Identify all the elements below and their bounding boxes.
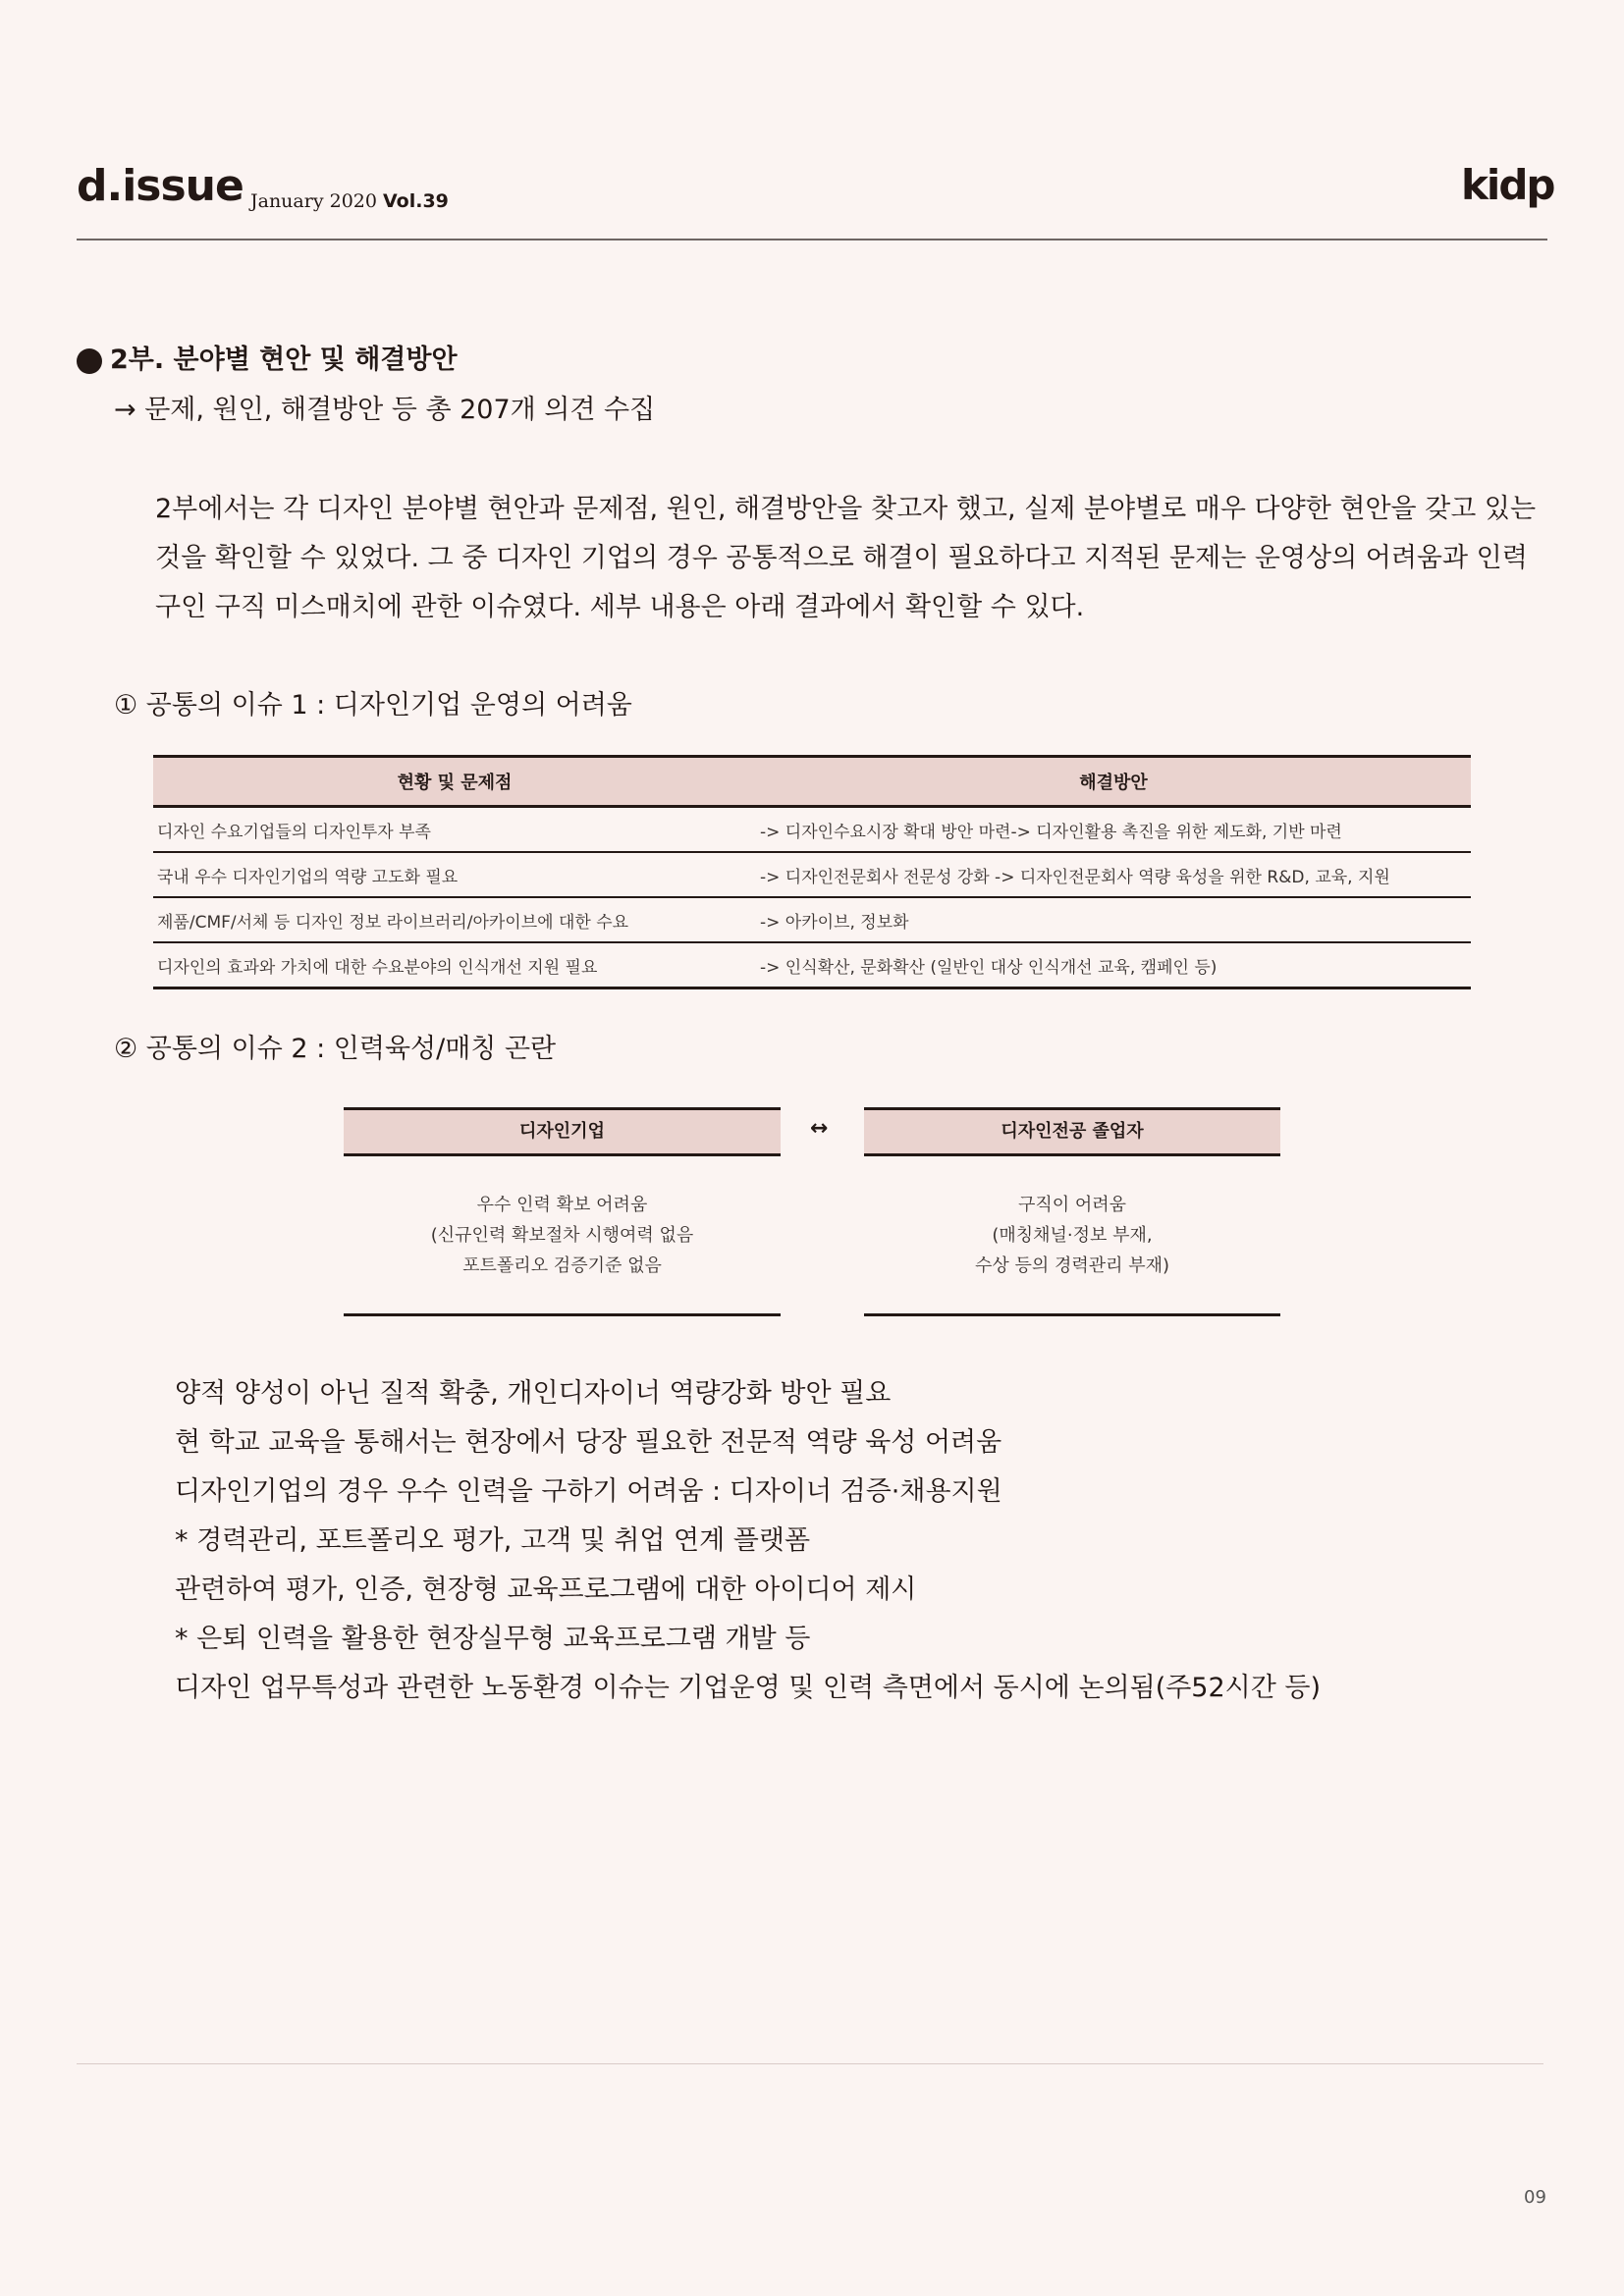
table-row — [153, 852, 1471, 897]
table-cell-problem: 제품/CMF/서체 등 디자인 정보 라이브러리/아카이브에 대한 수요 — [153, 897, 756, 942]
section-title: 2부. 분야별 현안 및 해결방안 — [110, 345, 458, 375]
table-row — [153, 807, 1471, 853]
table-cell-problem: 국내 우수 디자인기업의 역량 고도화 필요 — [153, 852, 756, 897]
table-header-solution: 해결방안 — [756, 757, 1471, 807]
table-cell-solution: -> 디자인전문회사 전문성 강화 -> 디자인전문회사 역량 육성을 위한 R&D, 교육, 지원 — [756, 852, 1471, 897]
diagram-line: 포트폴리오 검증기준 없음 — [462, 1255, 662, 1276]
diagram-graduate-rule — [864, 1313, 1280, 1316]
table-cell-problem: 디자인 수요기업들의 디자인투자 부족 — [153, 807, 756, 853]
issue-date — [250, 190, 449, 212]
issue1-heading: ① 공통의 이슈 1 : 디자인기업 운영의 어려움 — [114, 690, 632, 721]
header-divider — [77, 239, 1547, 240]
diagram-company-body — [344, 1190, 781, 1281]
page-number: 09 — [1524, 2187, 1546, 2208]
issue1-table — [153, 755, 1471, 989]
diagram-graduate-title: 디자인전공 졸업자 — [864, 1107, 1280, 1156]
table-cell-problem: 디자인의 효과와 가치에 대한 수요분야의 인식개선 지원 필요 — [153, 942, 756, 988]
table-row — [153, 897, 1471, 942]
brand-logo: d.issue — [77, 161, 244, 211]
point-item: 현 학교 교육을 통해서는 현장에서 당장 필요한 전문적 역량 육성 어려움 — [175, 1427, 1002, 1458]
point-item: * 은퇴 인력을 활용한 현장실무형 교육프로그램 개발 등 — [175, 1624, 811, 1654]
diagram-line: 우수 인력 확보 어려움 — [476, 1195, 648, 1215]
intro-paragraph: 2부에서는 각 디자인 분야별 현안과 문제점, 원인, 해결방안을 찾고자 했고, 실제 분야별로 매우 다양한 현안을 갖고 있는 것을 확인할 수 있었다. 그 중 디자인 기업의 경우 공통적으로 해결이 필요하다고 지적된 문제는 운영상의 어려움과 인력 구인 구직 미스매치에 관한 이슈였다. 세부 내용은 아래 결과에서 확인할 수 있다. — [155, 494, 1537, 622]
bidirectional-arrow-icon: ↔ — [810, 1116, 829, 1141]
table-header-row — [153, 757, 1471, 807]
table-cell-solution: -> 디자인수요시장 확대 방안 마련-> 디자인활용 촉진을 위한 제도화, 기반 마련 — [756, 807, 1471, 853]
diagram-line: (신규인력 확보절차 시행여력 없음 — [430, 1225, 694, 1246]
diagram-graduate-body — [864, 1190, 1280, 1281]
section-subtitle: → 문제, 원인, 해결방안 등 총 207개 의견 수집 — [114, 395, 656, 425]
diagram-company-rule — [344, 1313, 781, 1316]
table-cell-solution: -> 아카이브, 정보화 — [756, 897, 1471, 942]
issue-month: January 2020 — [250, 190, 377, 212]
point-item: 양적 양성이 아닌 질적 확충, 개인디자이너 역량강화 방안 필요 — [175, 1378, 892, 1409]
table-row — [153, 942, 1471, 988]
key-points — [175, 1369, 1530, 1713]
diagram-company-title: 디자인기업 — [344, 1107, 781, 1156]
point-item: 관련하여 평가, 인증, 현장형 교육프로그램에 대한 아이디어 제시 — [175, 1575, 917, 1605]
diagram-line: (매칭채널·정보 부재, — [992, 1225, 1153, 1246]
diagram-line: 수상 등의 경력관리 부재) — [974, 1255, 1170, 1276]
point-item: * 경력관리, 포트폴리오 평가, 고객 및 취업 연계 플랫폼 — [175, 1525, 811, 1556]
point-item: 디자인기업의 경우 우수 인력을 구하기 어려움 : 디자이너 검증·채용지원 — [175, 1476, 1002, 1507]
bullet-icon — [77, 348, 102, 374]
issue2-heading: ② 공통의 이슈 2 : 인력육성/매칭 곤란 — [114, 1034, 557, 1064]
table-header-status: 현황 및 문제점 — [153, 757, 756, 807]
diagram-line: 구직이 어려움 — [1017, 1195, 1127, 1215]
point-item: 디자인 업무특성과 관련한 노동환경 이슈는 기업운영 및 인력 측면에서 동시에 논의됨(주52시간 등) — [175, 1673, 1322, 1703]
footer-divider — [77, 2063, 1543, 2064]
issue-volume: Vol.39 — [383, 190, 449, 212]
table-cell-solution: -> 인식확산, 문화확산 (일반인 대상 인식개선 교육, 캠페인 등) — [756, 942, 1471, 988]
kidp-logo: kidp — [1461, 161, 1554, 209]
